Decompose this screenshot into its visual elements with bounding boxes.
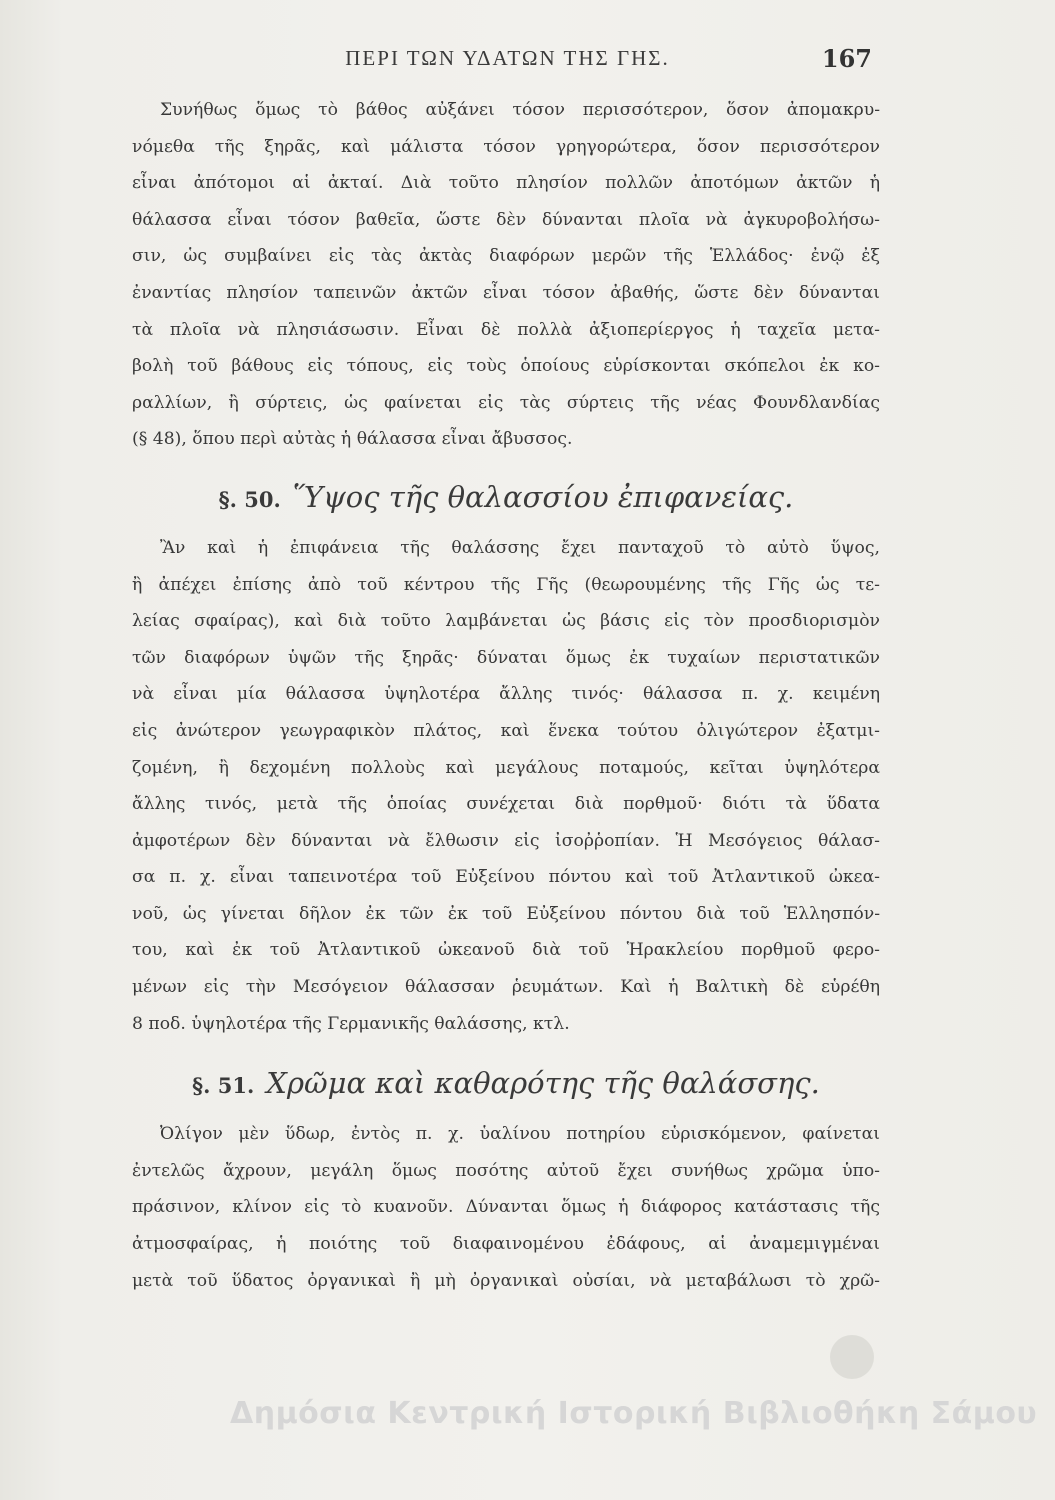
text-line: θάλασσα εἶναι τόσον βαθεῖα, ὥστε δὲν δύνανται πλοῖα νὰ ἀγκυροβολήσω- (132, 209, 880, 230)
section-number: §. 51. (192, 1073, 255, 1099)
text-line: ζομένη, ἢ δεχομένη πολλοὺς καὶ μεγάλους ποταμούς, κεῖται ὑψηλότερα (132, 757, 880, 778)
library-watermark: Δημόσια Κεντρική Ιστορική Βιβλιοθήκη Σάμου (230, 1396, 1038, 1431)
page-header (135, 42, 880, 82)
text-line: λείας σφαίρας), καὶ διὰ τοῦτο λαμβάνεται ὡς βάσις εἰς τὸν προσδιορισμὸν (132, 611, 880, 632)
text-line: νόμεθα τῆς ξηρᾶς, καὶ μάλιστα τόσον γρηγορώτερα, ὅσον περισσότερον (132, 136, 880, 157)
text-line: εἶναι ἀπότομοι αἱ ἀκταί. Διὰ τοῦτο πλησίον πολλῶν ἀποτόμων ἀκτῶν ἡ (132, 173, 880, 194)
text-line: σα π. χ. εἶναι ταπεινοτέρα τοῦ Εὐξείνου πόντου καὶ τοῦ Ἀτλαντικοῦ ὠκεα- (132, 867, 880, 888)
text-line: 8 ποδ. ὑψηλοτέρα τῆς Γερμανικῆς θαλάσσης, κτλ. (132, 1013, 570, 1034)
library-stamp-mark (830, 1335, 874, 1379)
text-line: βολὴ τοῦ βάθους εἰς τόπους, εἰς τοὺς ὁποίους εὑρίσκονται σκόπελοι ἐκ κο- (132, 356, 880, 377)
section-title: Χρῶμα καὶ καθαρότης τῆς θαλάσσης. (266, 1066, 820, 1101)
text-line: ἢ ἀπέχει ἐπίσης ἀπὸ τοῦ κέντρου τῆς Γῆς (θεωρουμένης τῆς Γῆς ὡς τε- (132, 574, 880, 595)
text-line: ἐναντίας πλησίον ταπεινῶν ἀκτῶν εἶναι τόσον ἀβαθής, ὥστε δὲν δύνανται (132, 282, 880, 303)
text-line: ἀμφοτέρων δὲν δύνανται νὰ ἔλθωσιν εἰς ἰσοῤῥοπίαν. Ἡ Μεσόγειος θάλασ- (132, 830, 880, 851)
section-heading-50 (132, 464, 880, 530)
running-title: ΠΕΡΙ ΤΩΝ ΥΔΑΤΩΝ ΤΗΣ ΓΗΣ. (345, 46, 670, 70)
text-line: Ἂν καὶ ἡ ἐπιφάνεια τῆς θαλάσσης ἔχει πανταχοῦ τὸ αὐτὸ ὕψος, (160, 537, 880, 558)
text-line: μένων εἰς τὴν Μεσόγειον θάλασσαν ῥευμάτων. Καὶ ἡ Βαλτικὴ δὲ εὑρέθη (132, 977, 880, 998)
text-line: ραλλίων, ἢ σύρτεις, ὡς φαίνεται εἰς τὰς σύρτεις τῆς νέας Φουνδλανδίας (132, 392, 880, 413)
text-line: τὰ πλοῖα νὰ πλησιάσωσιν. Εἶναι δὲ πολλὰ ἀξιοπερίεργος ἡ ταχεῖα μετα- (132, 319, 880, 340)
text-line: πράσινον, κλίνον εἰς τὸ κυανοῦν. Δύνανται ὅμως ἡ διάφορος κατάστασις τῆς (132, 1197, 880, 1218)
text-line: του, καὶ ἐκ τοῦ Ἀτλαντικοῦ ὠκεανοῦ διὰ τοῦ Ἡρακλείου πορθμοῦ φερο- (132, 940, 880, 961)
page-number: 167 (821, 44, 872, 73)
text-line: Ὀλίγον μὲν ὕδωρ, ἐντὸς π. χ. ὑαλίνου ποτηρίου εὑρισκόμενον, φαίνεται (160, 1124, 880, 1145)
paragraph-section-51 (132, 1116, 880, 1299)
text-line: νοῦ, ὡς γίνεται δῆλον ἐκ τῶν ἐκ τοῦ Εὐξείνου πόντου διὰ τοῦ Ἑλλησπόν- (132, 903, 880, 924)
section-number: §. 50. (218, 486, 281, 512)
text-line: ἄλλης τινός, μετὰ τῆς ὁποίας συνέχεται διὰ πορθμοῦ· διότι τὰ ὕδατα (132, 794, 880, 815)
text-line: τῶν διαφόρων ὑψῶν τῆς ξηρᾶς· δύναται ὅμως ἐκ τυχαίων περιστατικῶν (132, 647, 880, 668)
text-line: (§ 48), ὅπου περὶ αὐτὰς ἡ θάλασσα εἶναι ἄβυσσος. (132, 429, 573, 450)
text-line: νὰ εἶναι μία θάλασσα ὑψηλοτέρα ἄλλης τινός· θάλασσα π. χ. κειμένη (132, 684, 880, 705)
section-title: Ὕψος τῆς θαλασσίου ἐπιφανείας. (292, 479, 794, 514)
body-text (132, 92, 880, 1299)
text-line: εἰς ἀνώτερον γεωγραφικὸν πλάτος, καὶ ἕνεκα τούτου ὀλιγώτερον ἐξατμι- (132, 720, 880, 741)
text-line: Συνήθως ὅμως τὸ βάθος αὐξάνει τόσον περισσότερον, ὅσον ἀπομακρυ- (160, 100, 880, 120)
text-line: ἀτμοσφαίρας, ἡ ποιότης τοῦ διαφαινομένου ἐδάφους, αἱ ἀναμεμιγμέναι (132, 1234, 880, 1255)
text-line: ἐντελῶς ἄχρουν, μεγάλη ὅμως ποσότης αὐτοῦ ἔχει συνήθως χρῶμα ὑπο- (132, 1160, 880, 1181)
section-heading-51 (132, 1050, 880, 1116)
paragraph-1 (132, 92, 880, 458)
paragraph-section-50 (132, 530, 880, 1042)
text-line: μετὰ τοῦ ὕδατος ὀργανικαὶ ἢ μὴ ὀργανικαὶ οὐσίαι, νὰ μεταβάλωσι τὸ χρῶ- (132, 1270, 880, 1291)
text-line: σιν, ὡς συμβαίνει εἰς τὰς ἀκτὰς διαφόρων μερῶν τῆς Ἑλλάδος· ἐνῷ ἐξ (132, 246, 880, 267)
